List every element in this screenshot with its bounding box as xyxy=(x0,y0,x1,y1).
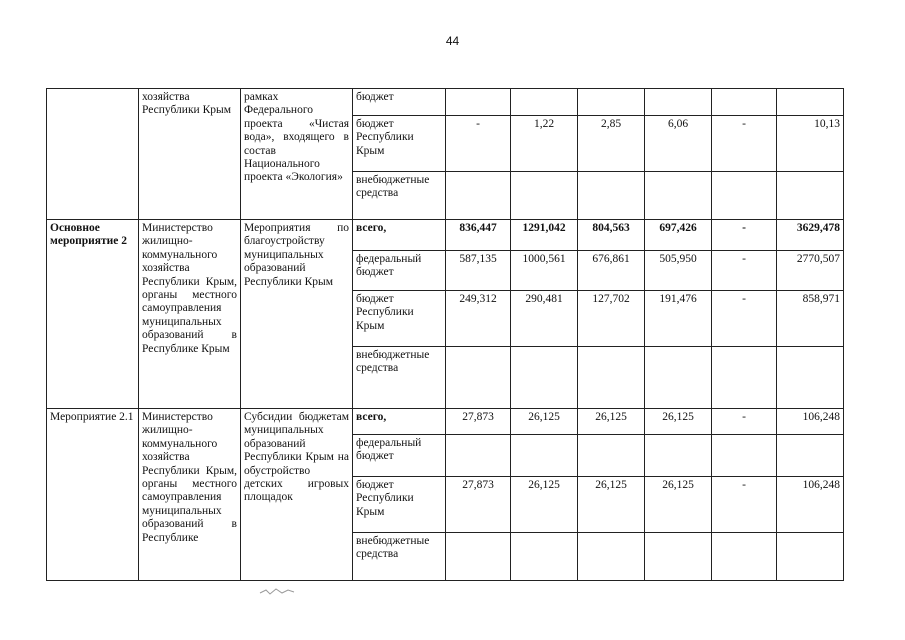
total-cell: 10,13 xyxy=(777,116,844,172)
value-cell xyxy=(645,347,712,409)
value-cell: 2,85 xyxy=(578,116,645,172)
value-cell xyxy=(712,533,777,581)
value-cell xyxy=(578,435,645,477)
scan-mark xyxy=(258,586,298,596)
event-description-cell: Мероприятия по благоустройству муниципальных образований Республики Крым xyxy=(241,220,353,409)
funding-source-cell: всего, xyxy=(353,220,446,251)
value-cell: 26,125 xyxy=(578,477,645,533)
total-cell: 858,971 xyxy=(777,291,844,347)
funding-source-cell: внебюджетные средства xyxy=(353,347,446,409)
funding-source-cell: федеральный бюджет xyxy=(353,251,446,291)
table-row xyxy=(47,89,844,116)
total-cell: 2770,507 xyxy=(777,251,844,291)
event-name-cell: Основное мероприятие 2 xyxy=(47,220,139,409)
value-cell xyxy=(578,533,645,581)
value-cell xyxy=(712,347,777,409)
value-cell xyxy=(511,533,578,581)
funding-source-cell: федеральный бюджет xyxy=(353,435,446,477)
table-row xyxy=(47,409,844,435)
value-cell: - xyxy=(712,116,777,172)
table-row xyxy=(47,220,844,251)
funding-source-cell: бюджет Республики Крым xyxy=(353,116,446,172)
page-number: 44 xyxy=(445,34,460,48)
value-cell xyxy=(645,172,712,220)
total-cell xyxy=(777,172,844,220)
value-cell: 26,125 xyxy=(645,409,712,435)
value-cell xyxy=(446,172,511,220)
funding-source-cell: бюджет xyxy=(353,89,446,116)
value-cell: - xyxy=(712,409,777,435)
value-cell: - xyxy=(446,116,511,172)
event-description-cell: Субсидии бюджетам муниципальных образований Республики Крым на обустройство детских игровых площадок xyxy=(241,409,353,581)
value-cell xyxy=(511,435,578,477)
funding-source-cell: внебюджетные средства xyxy=(353,533,446,581)
total-cell xyxy=(777,435,844,477)
total-cell: 3629,478 xyxy=(777,220,844,251)
budget-table xyxy=(46,88,844,581)
value-cell xyxy=(446,89,511,116)
value-cell xyxy=(511,89,578,116)
value-cell xyxy=(446,347,511,409)
value-cell: 26,125 xyxy=(645,477,712,533)
total-cell xyxy=(777,89,844,116)
funding-source-cell: бюджет Республики Крым xyxy=(353,291,446,347)
value-cell: 127,702 xyxy=(578,291,645,347)
value-cell xyxy=(645,435,712,477)
event-description-cell: рамках Федерального проекта «Чистая вода», входящего в состав Национального проекта «Экология» xyxy=(241,89,353,220)
value-cell: 249,312 xyxy=(446,291,511,347)
value-cell: 804,563 xyxy=(578,220,645,251)
value-cell: 1,22 xyxy=(511,116,578,172)
value-cell xyxy=(712,435,777,477)
value-cell: 676,861 xyxy=(578,251,645,291)
value-cell: 27,873 xyxy=(446,477,511,533)
value-cell xyxy=(712,172,777,220)
executor-cell: Министерство жилищно-коммунального хозяйства Республики Крым, органы местного самоуправления муниципальных образований в Республике xyxy=(139,409,241,581)
event-name-cell xyxy=(47,89,139,220)
value-cell xyxy=(511,172,578,220)
value-cell: - xyxy=(712,220,777,251)
value-cell xyxy=(578,347,645,409)
value-cell: - xyxy=(712,477,777,533)
value-cell: 290,481 xyxy=(511,291,578,347)
total-cell: 106,248 xyxy=(777,477,844,533)
value-cell: 697,426 xyxy=(645,220,712,251)
total-cell xyxy=(777,347,844,409)
funding-source-cell: всего, xyxy=(353,409,446,435)
value-cell: 27,873 xyxy=(446,409,511,435)
total-cell: 106,248 xyxy=(777,409,844,435)
value-cell: 1000,561 xyxy=(511,251,578,291)
value-cell: 26,125 xyxy=(511,409,578,435)
value-cell xyxy=(511,347,578,409)
total-cell xyxy=(777,533,844,581)
value-cell: - xyxy=(712,291,777,347)
funding-source-cell: внебюджетные средства xyxy=(353,172,446,220)
value-cell xyxy=(578,89,645,116)
event-name-cell: Мероприятие 2.1 xyxy=(47,409,139,581)
executor-cell: Министерство жилищно-коммунального хозяйства Республики Крым, органы местного самоуправления муниципальных образований в Республике Крым xyxy=(139,220,241,409)
value-cell: - xyxy=(712,251,777,291)
value-cell: 1291,042 xyxy=(511,220,578,251)
value-cell: 26,125 xyxy=(578,409,645,435)
value-cell: 587,135 xyxy=(446,251,511,291)
value-cell: 26,125 xyxy=(511,477,578,533)
value-cell: 505,950 xyxy=(645,251,712,291)
value-cell xyxy=(446,435,511,477)
value-cell xyxy=(645,89,712,116)
value-cell xyxy=(446,533,511,581)
funding-source-cell: бюджет Республики Крым xyxy=(353,477,446,533)
value-cell: 6,06 xyxy=(645,116,712,172)
executor-cell: хозяйства Республики Крым xyxy=(139,89,241,220)
value-cell: 191,476 xyxy=(645,291,712,347)
value-cell xyxy=(645,533,712,581)
value-cell xyxy=(712,89,777,116)
value-cell xyxy=(578,172,645,220)
value-cell: 836,447 xyxy=(446,220,511,251)
